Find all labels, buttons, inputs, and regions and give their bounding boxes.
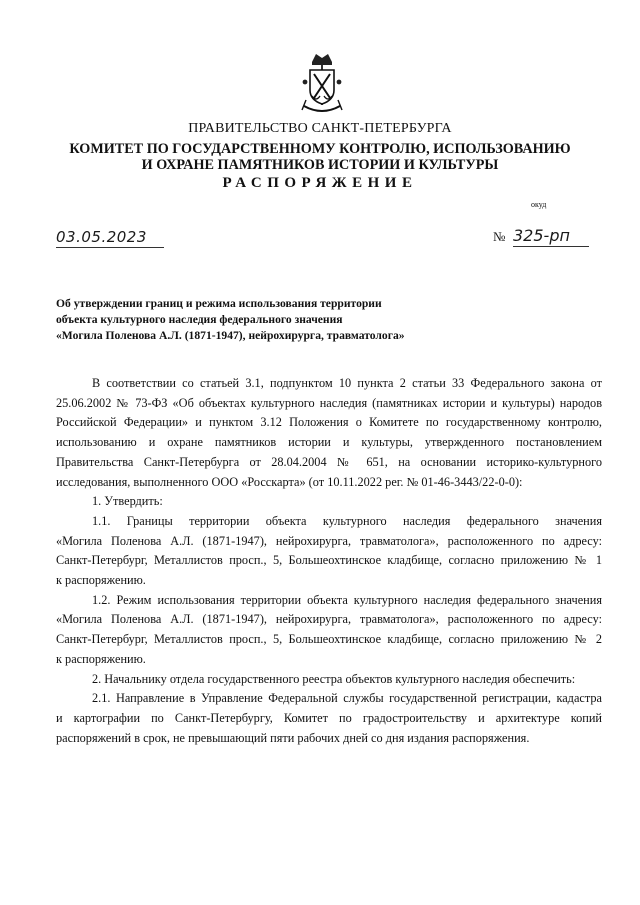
body-line: В соответствии со статьей 3.1, подпунктом 10 пункта 2 статьи 33 Федерального закона от xyxy=(92,376,602,390)
body-line: Правительства Санкт-Петербурга от 28.04.2004 № 651, на основании историко-культурного xyxy=(56,454,602,469)
government-name: ПРАВИТЕЛЬСТВО САНКТ-ПЕТЕРБУРГА xyxy=(188,121,452,136)
committee-name-line: И ОХРАНЕ ПАМЯТНИКОВ ИСТОРИИ И КУЛЬТУРЫ xyxy=(141,157,499,173)
body-line: Санкт-Петербург, Металлистов просп., 5, Большеохтинское кладбище, согласно приложению № 1 xyxy=(56,553,602,568)
body-line: 2. Начальнику отдела государственного реестра объектов культурного наследия обеспечить: xyxy=(92,671,576,686)
body-line: и картографии по Санкт-Петербургу, Комитет по градостроительству и архитектуре копий xyxy=(56,710,602,725)
body-line: к распоряжению. xyxy=(56,573,146,588)
body-line: исследования, выполненного ООО «Росскарта» (от 10.11.2022 рег. № 01-46-3443/22-0-0): xyxy=(56,474,523,489)
body-line: к распоряжению. xyxy=(56,651,146,666)
body-line: «Могила Поленова А.Л. (1871-1947), нейрохирурга, травматолога», расположенного по адресу: xyxy=(56,533,602,548)
subject-line: объекта культурного наследия федерального значения xyxy=(56,313,343,326)
document-type-title: РАСПОРЯЖЕНИЕ xyxy=(222,175,418,191)
body-line: 2.1. Направление в Управление Федеральной службы государственной регистрации, кадастра xyxy=(92,691,602,706)
body-line: 1.2. Режим использования территории объекта культурного наследия федерального значения xyxy=(92,592,602,607)
committee-name-line: КОМИТЕТ ПО ГОСУДАРСТВЕННОМУ КОНТРОЛЮ, ИСПОЛЬЗОВАНИЮ xyxy=(69,141,571,157)
subject-line: Об утверждении границ и режима использования территории xyxy=(56,297,382,310)
document-date: 03.05.2023 xyxy=(56,228,164,248)
committee-name xyxy=(0,141,640,173)
body-line: Санкт-Петербург, Металлистов просп., 5, Большеохтинское кладбище, согласно приложению № 2 xyxy=(56,632,602,647)
document-body xyxy=(56,374,602,748)
number-sign: № xyxy=(493,229,506,244)
okud-label: окуд xyxy=(531,200,547,209)
document-subject xyxy=(56,296,476,344)
subject-line: «Могила Поленова А.Л. (1871-1947), нейрохирурга, травматолога» xyxy=(56,329,405,342)
body-line: Российской Федерации» и пунктом 3.12 Положения о Комитете по государственному контролю, xyxy=(56,415,602,430)
body-line: 1. Утвердить: xyxy=(92,494,163,509)
body-line: «Могила Поленова А.Л. (1871-1947), нейрохирурга, травматолога», расположенного по адресу: xyxy=(56,612,602,627)
body-line: распоряжений в срок, не превышающий пяти рабочих дней со дня издания распоряжения. xyxy=(56,730,530,745)
body-line: 1.1. Границы территории объекта культурного наследия федерального значения xyxy=(92,513,602,528)
document-number xyxy=(493,226,593,246)
body-line: 25.06.2002 № 73-ФЗ «Об объектах культурного наследия (памятниках истории и культуры) народов xyxy=(56,395,602,410)
coat-of-arms-icon xyxy=(300,52,344,118)
body-line: использованию и охране памятников истории и культуры, утвержденного постановлением xyxy=(56,435,602,450)
document-number-value: 325-рп xyxy=(513,226,589,247)
